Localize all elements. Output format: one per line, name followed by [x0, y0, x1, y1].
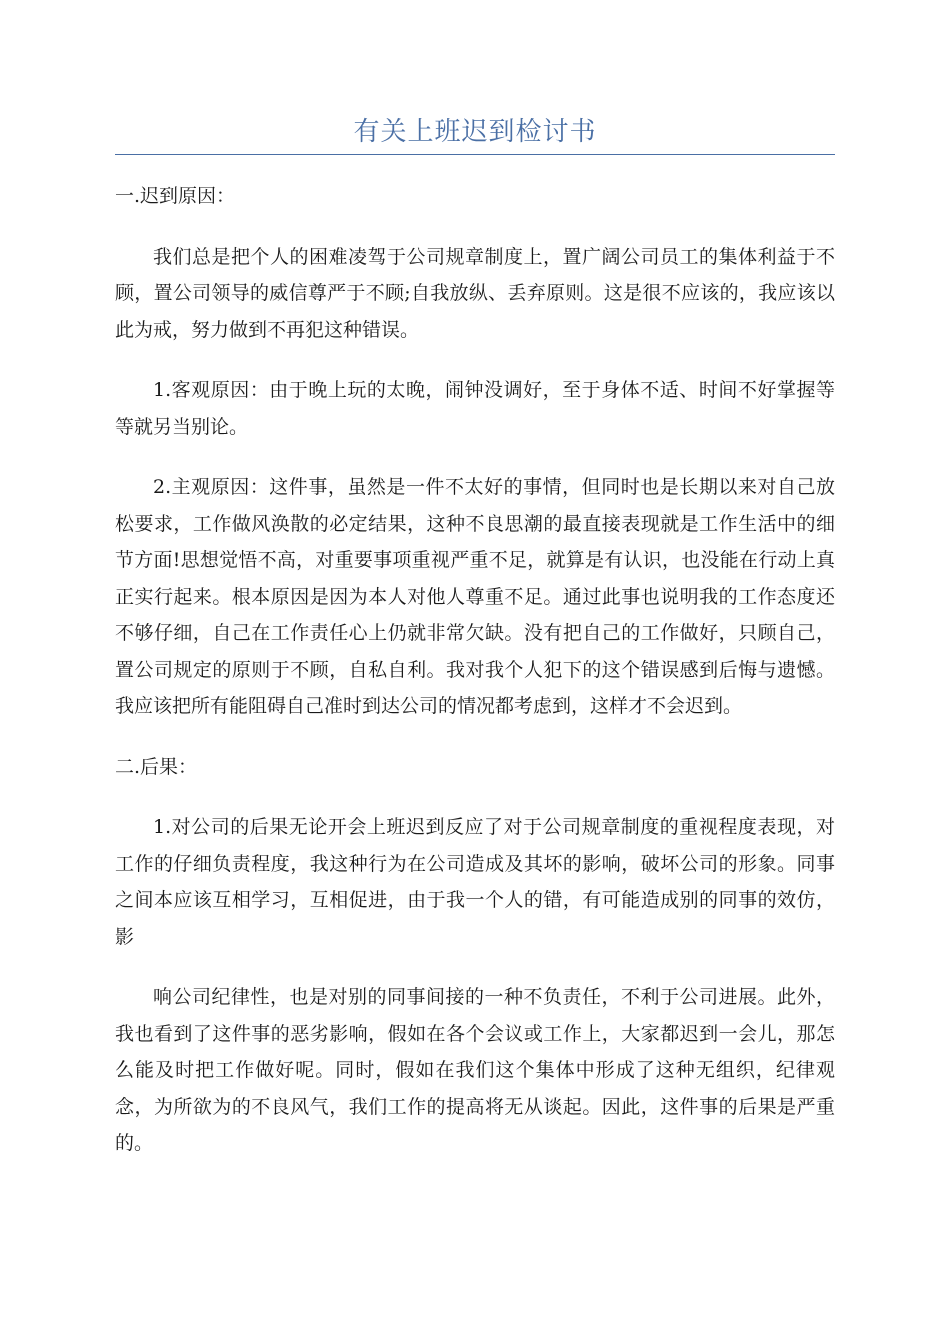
document-body	[115, 178, 835, 1186]
section-heading-reasons: 一.迟到原因：	[115, 185, 236, 207]
paragraph-consequence-2: 响公司纪律性，也是对别的同事间接的一种不负责任，不利于公司进展。此外，我也看到了这件事的恶劣影响，假如在各个会议或工作上，大家都迟到一会儿，那怎么能及时把工作做好呢。同时，假如在我们这个集体中形成了这种无组织，纪律观念，为所欲为的不良风气，我们工作的提高将无从谈起。因此，这件事的后果是严重的。	[115, 986, 835, 1154]
title-block	[115, 112, 835, 152]
page-title: 有关上班迟到检讨书	[353, 117, 597, 147]
section-heading-consequences: 二.后果：	[115, 755, 198, 778]
paragraph-subjective-reason: 2.主观原因：这件事，虽然是一件不太好的事情，但同时也是长期以来对自己放松要求，工作做风涣散的必定结果，这种不良思潮的最直接表现就是工作生活中的细节方面!思想觉悟不高，对重要事项重视严重不足，就算是有认识，也没能在行动上真正实行起来。根本原因是因为本人对他人尊重不足。通过此事也说明我的工作态度还不够仔细，自己在工作责任心上仍就非常欠缺。没有把自己的工作做好，只顾自己，置公司规定的原则于不顾，自私自利。我对我个人犯下的这个错误感到后悔与遗憾。我应该把所有能阻碍自己准时到达公司的情况都考虑到，这样才不会迟到。	[115, 476, 835, 717]
paragraph-consequence-1: 1.对公司的后果无论开会上班迟到反应了对于公司规章制度的重视程度表现，对工作的仔细负责程度，我这种行为在公司造成及其坏的影响，破坏公司的形象。同事之间本应该互相学习，互相促进，由于我一个人的错，有可能造成别的同事的效仿，影	[115, 816, 835, 948]
title-divider	[115, 154, 835, 155]
paragraph-intro: 我们总是把个人的困难凌驾于公司规章制度上，置广阔公司员工的集体利益于不顾，置公司领导的威信尊严于不顾;自我放纵、丢弃原则。这是很不应该的，我应该以此为戒，努力做到不再犯这种错误。	[115, 245, 835, 341]
paragraph-objective-reason: 1.客观原因：由于晚上玩的太晚，闹钟没调好，至于身体不适、时间不好掌握等等就另当别论。	[115, 379, 835, 438]
